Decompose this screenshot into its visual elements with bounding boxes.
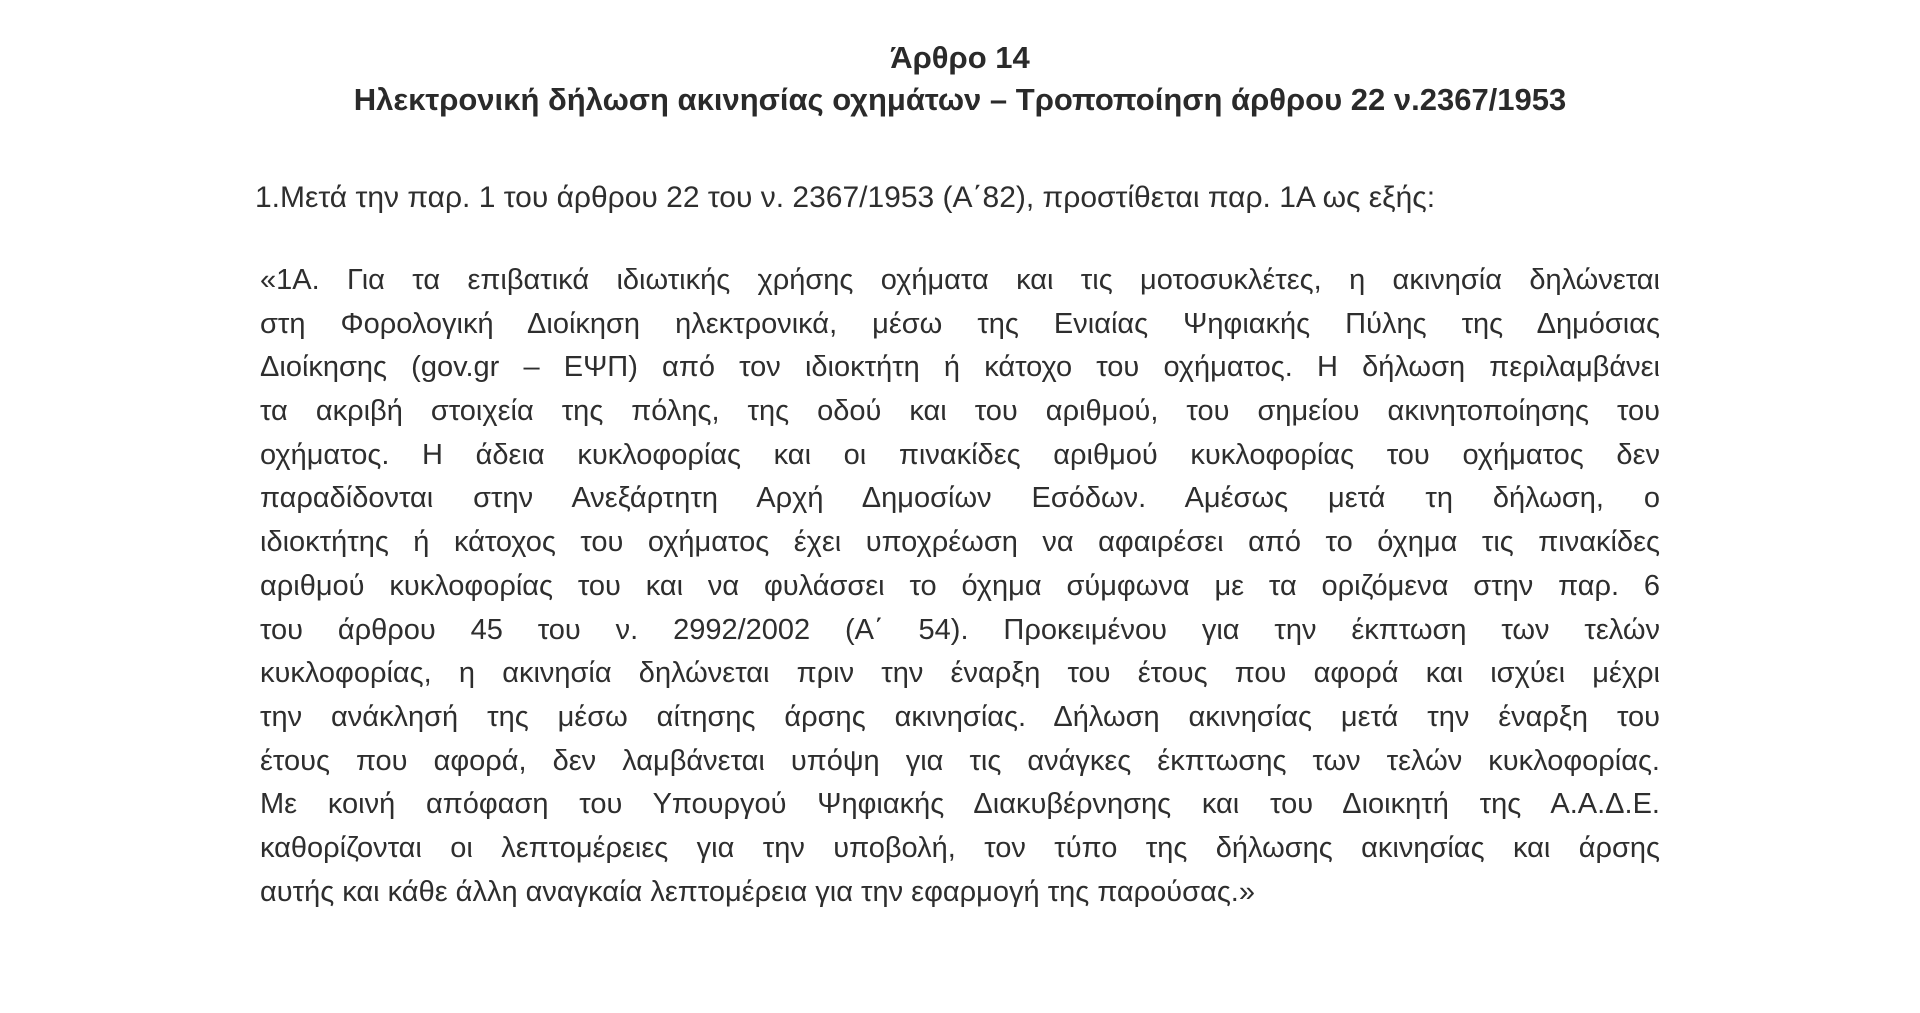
- paragraph-line: έτους που αφορά, δεν λαμβάνεται υπόψη για τις ανάγκες έκπτωσης των τελών κυκλοφορίας.: [260, 744, 1660, 777]
- paragraph-line: αυτής και κάθε άλλη αναγκαία λεπτομέρεια για την εφαρμογή της παρούσας.»: [260, 875, 1255, 908]
- quoted-paragraph: [260, 259, 1660, 914]
- intro-paragraph: 1.Μετά την παρ. 1 του άρθρου 22 του ν. 2367/1953 (Α΄82), προστίθεται παρ. 1Α ως εξής:: [255, 181, 1436, 214]
- paragraph-line: καθορίζονται οι λεπτομέρειες για την υποβολή, τον τύπο της δήλωσης ακινησίας και άρσης: [260, 831, 1660, 864]
- paragraph-line: τα ακριβή στοιχεία της πόλης, της οδού και του αριθμού, του σημείου ακινητοποίησης του: [260, 395, 1660, 428]
- paragraph-line: στη Φορολογική Διοίκηση ηλεκτρονικά, μέσω της Ενιαίας Ψηφιακής Πύλης της Δημόσιας: [260, 307, 1660, 340]
- paragraph-line: οχήματος. Η άδεια κυκλοφορίας και οι πινακίδες αριθμού κυκλοφορίας του οχήματος δεν: [260, 438, 1660, 471]
- paragraph-line: κυκλοφορίας, η ακινησία δηλώνεται πριν την έναρξη του έτους που αφορά και ισχύει μέχρι: [260, 657, 1660, 690]
- paragraph-line: την ανάκλησή της μέσω αίτησης άρσης ακινησίας. Δήλωση ακινησίας μετά την έναρξη του: [260, 700, 1660, 733]
- article-number: Άρθρο 14: [890, 40, 1030, 75]
- paragraph-line: ιδιοκτήτης ή κάτοχος του οχήματος έχει υποχρέωση να αφαιρέσει από το όχημα τις πινακίδες: [260, 526, 1660, 559]
- paragraph-line: παραδίδονται στην Ανεξάρτητη Αρχή Δημοσίων Εσόδων. Αμέσως μετά τη δήλωση, ο: [260, 482, 1660, 515]
- paragraph-line: Διοίκησης (gov.gr – ΕΨΠ) από τον ιδιοκτήτη ή κάτοχο του οχήματος. Η δήλωση περιλαμβάνει: [260, 351, 1660, 384]
- paragraph-line: Με κοινή απόφαση του Υπουργού Ψηφιακής Διακυβέρνησης και του Διοικητή της Α.Α.Δ.Ε.: [260, 788, 1660, 821]
- paragraph-line: του άρθρου 45 του ν. 2992/2002 (Α΄ 54). Προκειμένου για την έκπτωση των τελών: [260, 613, 1660, 646]
- paragraph-line: αριθμού κυκλοφορίας του και να φυλάσσει το όχημα σύμφωνα με τα οριζόμενα στην παρ. 6: [260, 569, 1660, 602]
- paragraph-line: «1Α. Για τα επιβατικά ιδιωτικής χρήσης οχήματα και τις μοτοσυκλέτες, η ακινησία δηλώνεται: [260, 264, 1660, 296]
- article-title: Ηλεκτρονική δήλωση ακινησίας οχημάτων – Τροποποίηση άρθρου 22 ν.2367/1953: [353, 82, 1567, 117]
